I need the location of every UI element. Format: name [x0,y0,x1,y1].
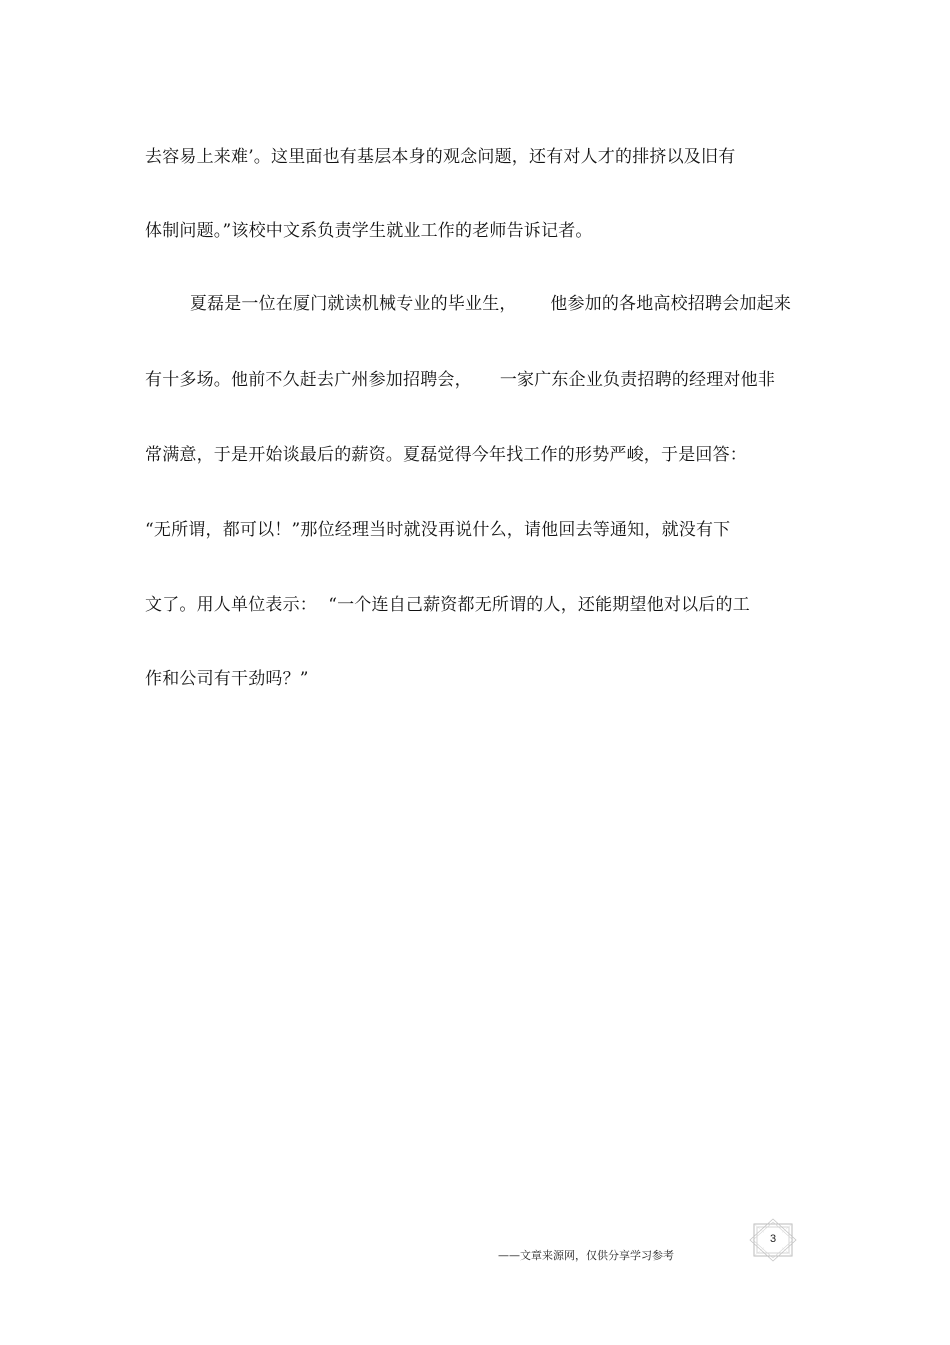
body-text-line: 体制问题。”该校中文系负责学生就业工作的老师告诉记者。 [145,221,593,241]
body-text-line: 去容易上来难’。这里面也有基层本身的观念问题，还有对人才的排挤以及旧有 [145,147,736,167]
body-text-line: 常满意，于是开始谈最后的薪资。夏磊觉得今年找工作的形势严峻，于是回答： [145,445,747,465]
body-text-line: 夏磊是一位在厦门就读机械专业的毕业生， 他参加的各地高校招聘会加起来 [145,294,792,314]
page-number-badge [748,1218,798,1262]
body-text-line: 作和公司有干劲吗？” [145,669,309,689]
body-text-line: 有十多场。他前不久赶去广州参加招聘会， 一家广东企业负责招聘的经理对他非 [145,370,776,390]
footer-source-note: ——文章来源网，仅供分享学习参考 [498,1249,674,1262]
body-text-line: “无所谓，都可以！”那位经理当时就没再说什么，请他回去等通知，就没有下 [145,520,731,540]
body-text-line: 文了。用人单位表示： “一个连自己薪资都无所谓的人，还能期望他对以后的工 [145,595,750,615]
page-number: 3 [769,1233,777,1245]
